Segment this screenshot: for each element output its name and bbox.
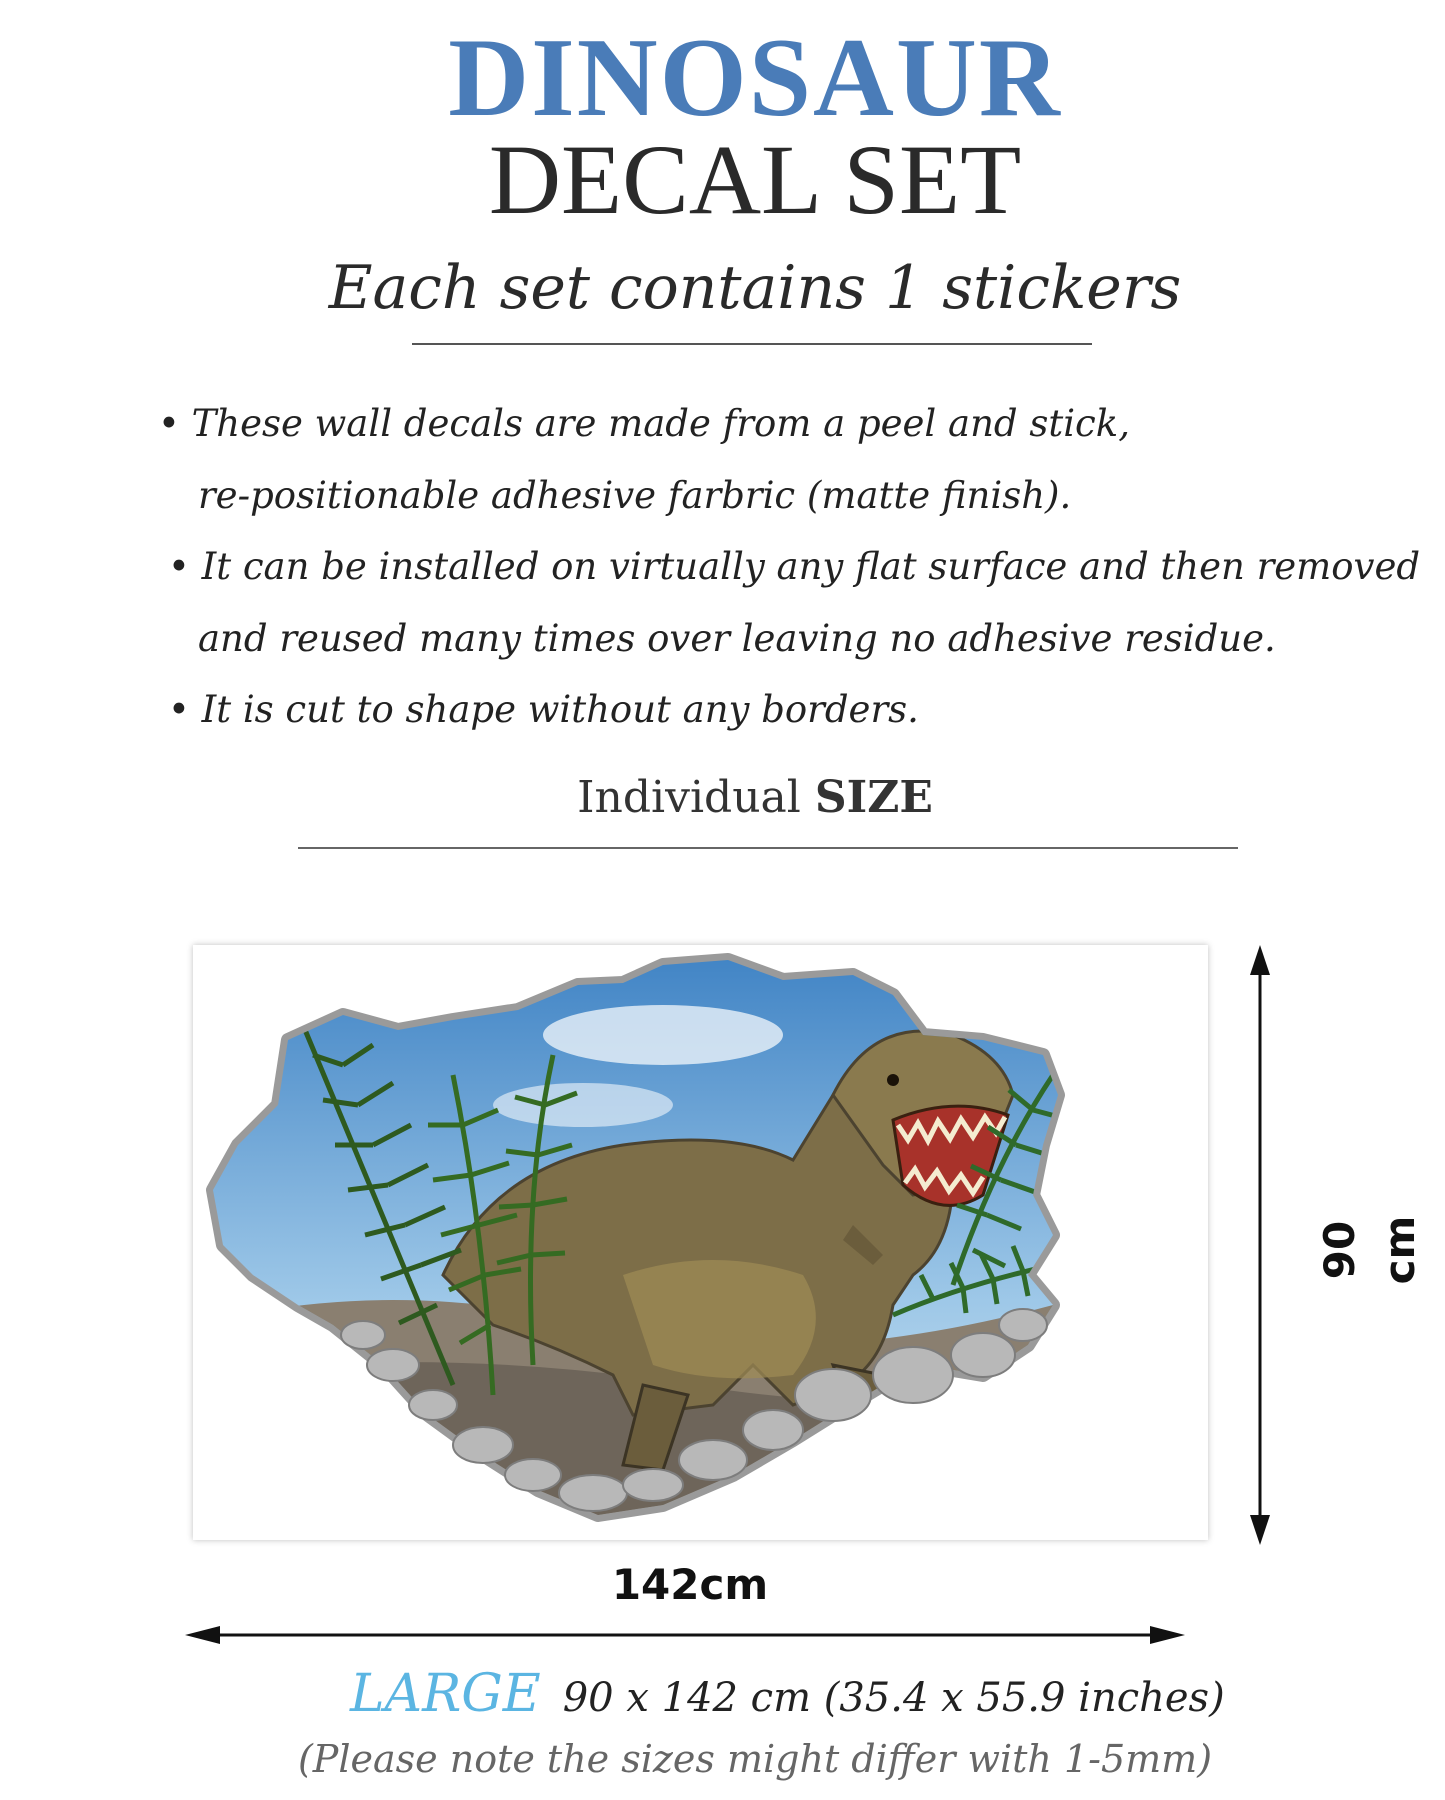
width-label: 142cm xyxy=(611,1560,769,1609)
width-dimension-arrow xyxy=(185,1620,1185,1650)
size-heading-bold: SIZE xyxy=(814,772,933,823)
height-label: 90 cm xyxy=(1315,1215,1424,1285)
size-divider xyxy=(298,847,1238,849)
size-heading-prefix: Individual xyxy=(577,772,801,823)
header-divider xyxy=(412,343,1092,345)
product-image xyxy=(193,945,1208,1540)
bullet-3-line-1: • It is cut to shape without any borders. xyxy=(168,688,919,731)
set-contents-text: Each set contains 1 stickers xyxy=(328,253,1182,323)
size-heading xyxy=(0,772,1445,823)
bullet-1-line-2: re-positionable adhesive farbric (matte finish). xyxy=(198,474,1072,517)
dinosaur-wall-decal-illustration xyxy=(193,945,1208,1540)
bullet-2-line-1: • It can be installed on virtually any flat surface and then removed xyxy=(168,545,1421,588)
bullet-2-line-2: and reused many times over leaving no adhesive residue. xyxy=(198,617,1276,660)
product-subtitle-title: DECAL SET xyxy=(488,124,1022,235)
product-title: DINOSAUR xyxy=(448,16,1062,140)
height-dimension-arrow xyxy=(1240,945,1280,1545)
bullet-1-line-1: • These wall decals are made from a peel and stick, xyxy=(158,402,1130,445)
size-option xyxy=(350,1664,1225,1724)
size-note: (Please note the sizes might differ with 1-5mm) xyxy=(297,1737,1213,1781)
size-option-name: LARGE xyxy=(350,1664,541,1724)
size-option-details: 90 x 142 cm (35.4 x 55.9 inches) xyxy=(562,1675,1225,1721)
